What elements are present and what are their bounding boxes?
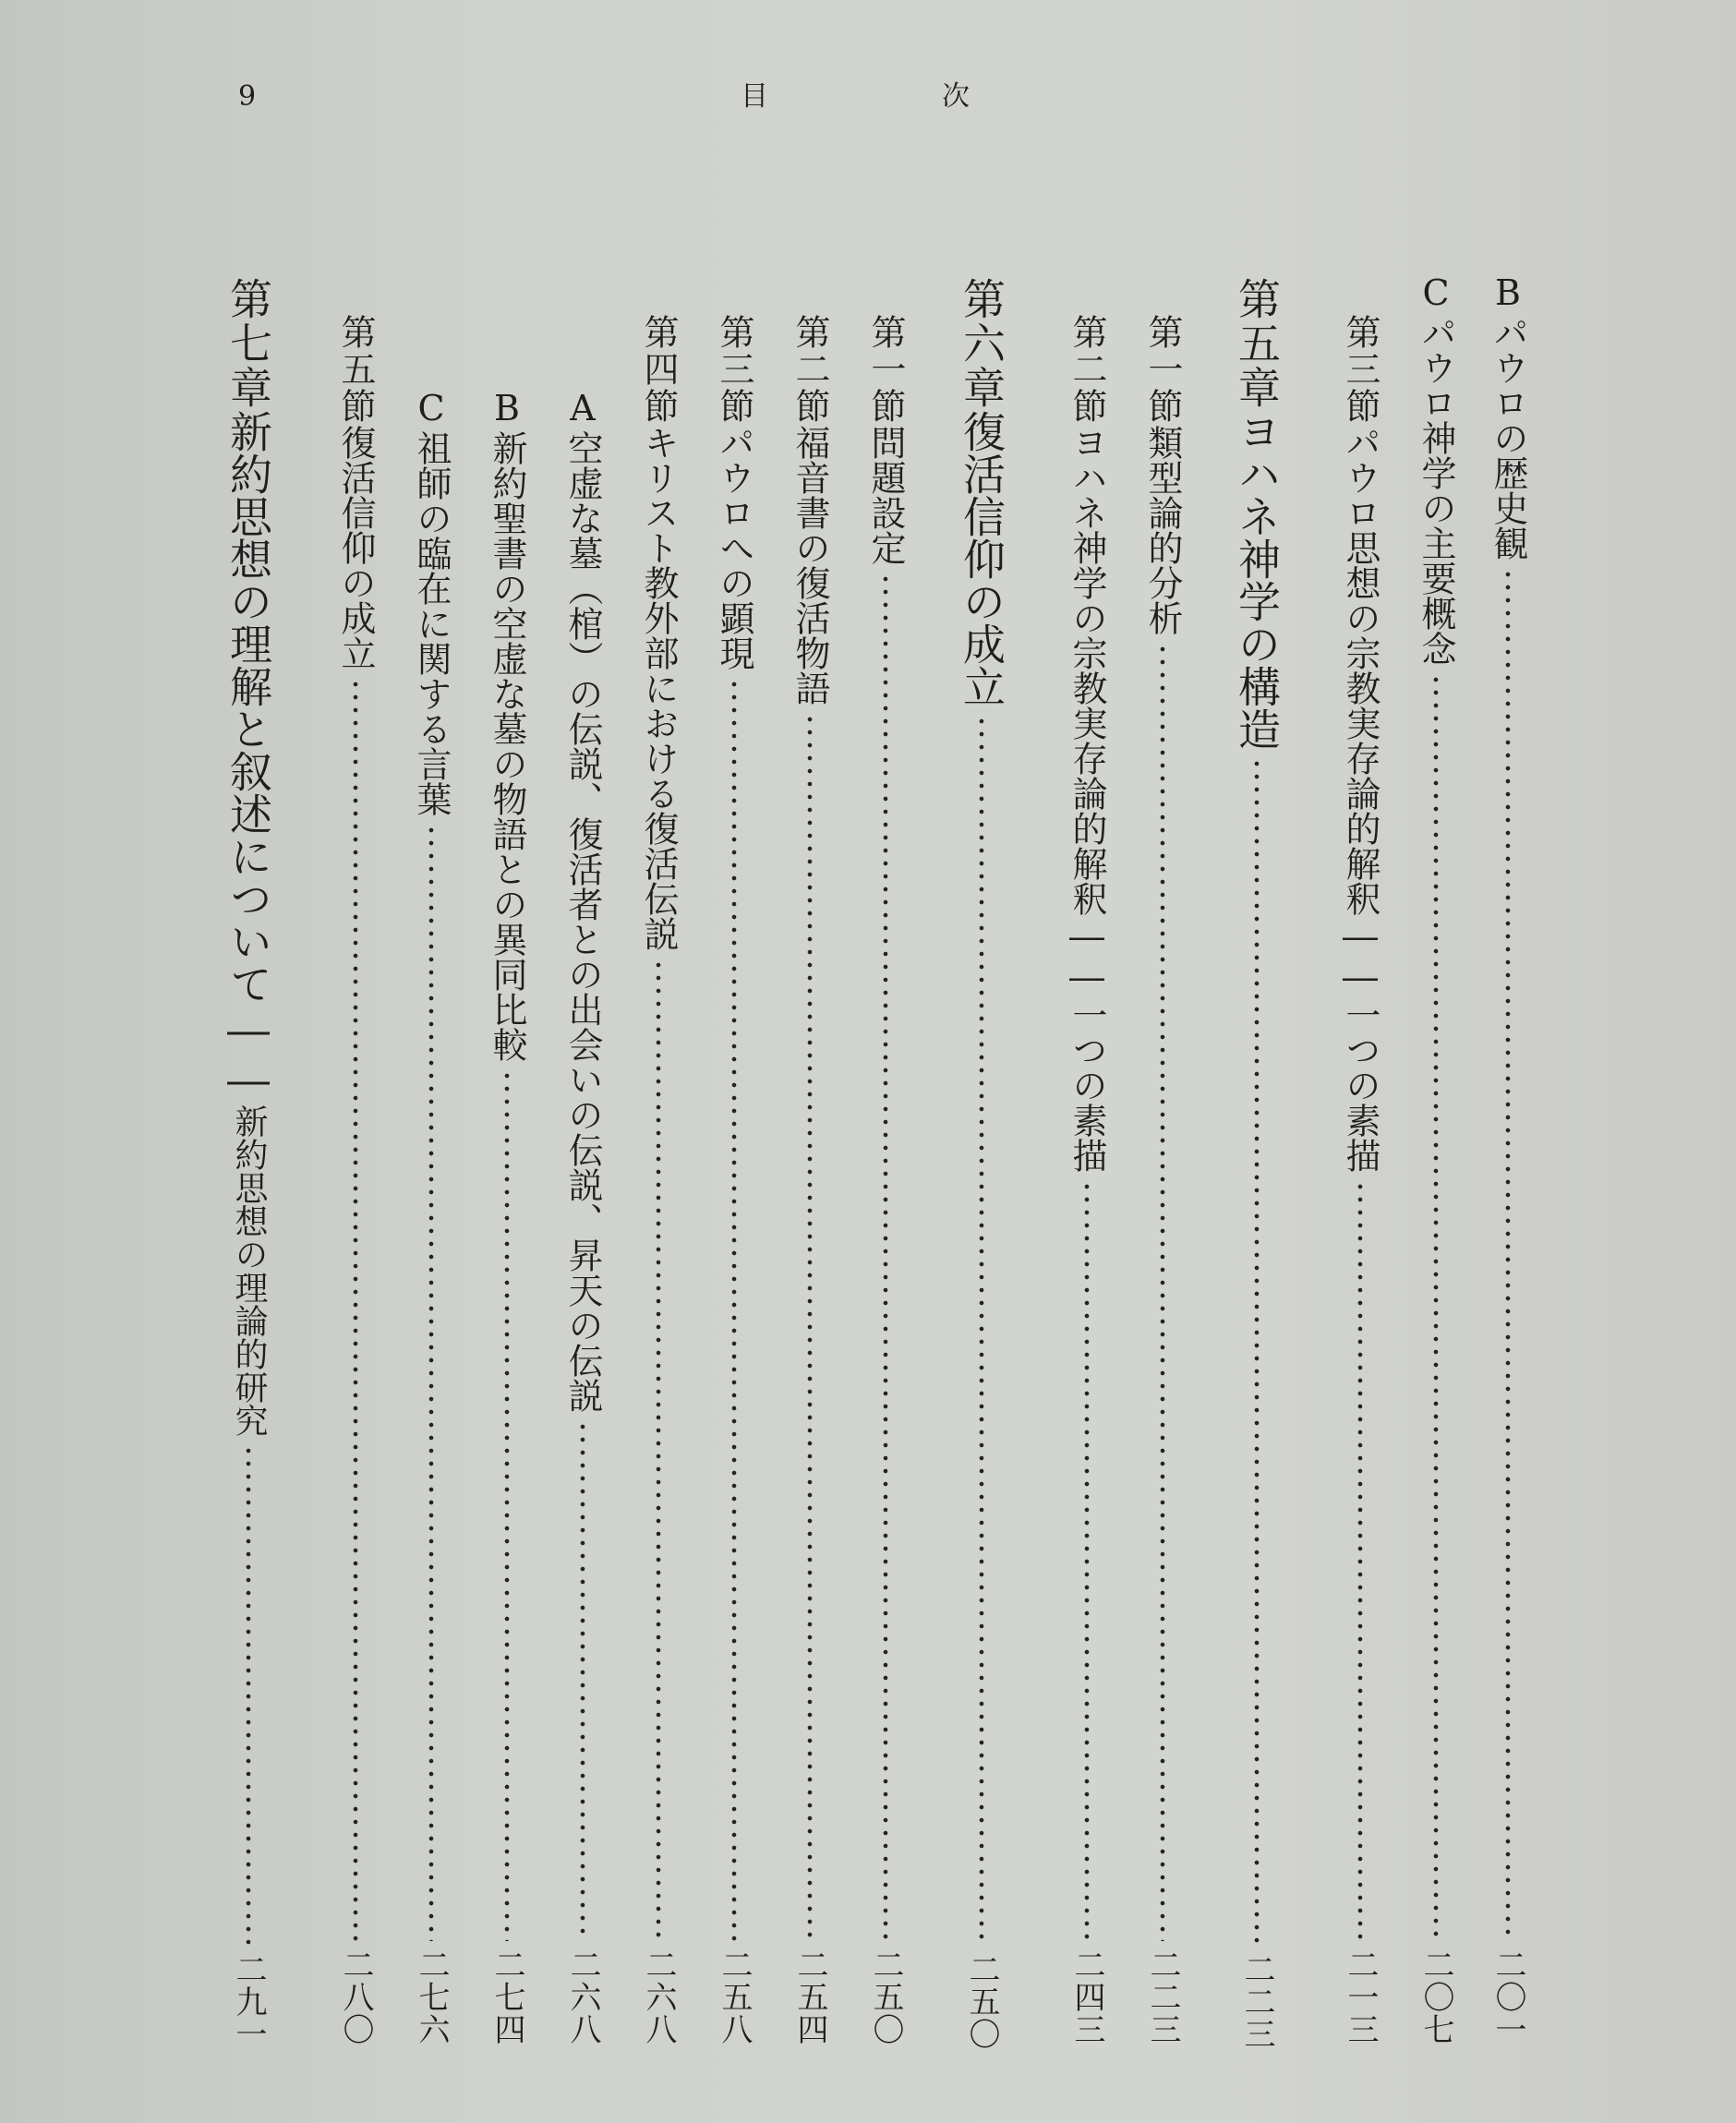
toc-entry (639, 314, 678, 2045)
entry-title: 問題設定 (865, 425, 906, 565)
entry-page: 二五〇 (963, 1953, 1000, 2050)
leader-dots (1067, 1180, 1106, 1941)
entry-page: 二八〇 (337, 1948, 374, 2045)
entry-page: 二五四 (791, 1948, 828, 2045)
entry-title: 空虚な墓（棺）の伝説、復活者との出会いの伝説、昇天の伝説 (562, 430, 603, 1413)
entry-page: 二七四 (488, 1948, 525, 2045)
toc-entry (790, 314, 829, 2045)
entry-page: 二二三 (1144, 1948, 1181, 2045)
running-title-left: 目 (741, 80, 768, 113)
entry-head: 第三節 (714, 314, 754, 425)
entry-head: 第二節 (1067, 314, 1107, 425)
toc-entry (336, 314, 375, 2045)
chapter-head: 第七章 (223, 277, 273, 410)
entry-head: 第一節 (1142, 314, 1183, 425)
leader-dots (790, 713, 829, 1941)
chapter-title: 新約思想の理解と叙述について―― (223, 410, 273, 1104)
entry-page: 二七六 (413, 1948, 450, 2045)
entry-page: 二五八 (716, 1948, 753, 2045)
entry-title: パウロへの顕現 (714, 425, 754, 670)
leader-dots (1236, 757, 1278, 1946)
entry-title: 新約聖書の空虚な墓の物語との異同比較 (487, 430, 527, 1062)
entry-title: 類型論的分析 (1142, 425, 1183, 635)
entry-head: 第五節 (335, 314, 376, 425)
toc-entry (563, 388, 602, 2045)
leader-dots (563, 1420, 602, 1941)
entry-page: 二〇七 (1417, 1948, 1454, 2045)
toc-chapter (1232, 277, 1282, 2050)
leader-dots (715, 678, 753, 1941)
entry-head: C (1416, 272, 1456, 315)
entry-head: 第四節 (638, 314, 679, 425)
entry-title: 福音書の復活物語 (790, 425, 830, 706)
leader-dots (639, 959, 678, 1941)
entry-title: 祖師の臨在に関する言葉 (411, 430, 452, 816)
entry-title: ヨハネ神学の宗教実存論的解釈――一つの素描 (1067, 425, 1107, 1173)
entry-page: 二四三 (1068, 1948, 1105, 2045)
running-title-right: 次 (942, 80, 970, 113)
leader-dots (960, 715, 1003, 1946)
chapter-title: ヨハネ神学の構造 (1232, 410, 1282, 750)
toc-chapter (223, 277, 273, 2050)
entry-title: パウロ思想の宗教実存論的解釈――一つの素描 (1340, 425, 1380, 1173)
entry-head: B (487, 388, 527, 430)
entry-head: B (1488, 272, 1528, 315)
leader-dots (227, 1444, 270, 1946)
leader-dots (866, 573, 905, 1941)
entry-page: 二五〇 (867, 1948, 904, 2045)
leader-dots (336, 678, 375, 1941)
leader-dots (1341, 1180, 1380, 1941)
entry-head: 第一節 (865, 314, 906, 425)
toc-chapter (957, 277, 1007, 2050)
entry-title: パウロの歴史観 (1488, 315, 1528, 561)
toc-entry (1417, 272, 1455, 2045)
toc-entry (1341, 314, 1380, 2045)
chapter-head: 第五章 (1232, 277, 1282, 410)
page-number: 9 (238, 80, 257, 113)
entry-page: 二〇一 (1489, 1948, 1526, 2045)
leader-dots (488, 1069, 526, 1941)
entry-title: キリスト教外部における復活伝説 (638, 425, 679, 951)
toc-entry (1067, 314, 1106, 2045)
leader-dots (1489, 568, 1527, 1941)
entry-title: パウロ神学の主要概念 (1416, 315, 1456, 666)
toc-entry (412, 388, 451, 2045)
entry-page: 二六八 (564, 1948, 601, 2045)
chapter-title: 復活信仰の成立 (957, 410, 1007, 707)
entry-page: 二九一 (230, 1953, 267, 2050)
entry-head: 第三節 (1340, 314, 1380, 425)
leader-dots (1143, 643, 1182, 1941)
toc-entry (1489, 272, 1527, 2045)
toc-entry (866, 314, 905, 2045)
entry-head: A (562, 388, 603, 430)
entry-head: 第二節 (790, 314, 830, 425)
entry-page: 二六八 (640, 1948, 677, 2045)
toc-entry (715, 314, 753, 2045)
leader-dots (412, 824, 451, 1941)
toc-entry (488, 388, 526, 2045)
entry-page: 二二三 (1238, 1953, 1275, 2050)
chapter-subtitle: 新約思想の理論的研究 (230, 1104, 268, 1437)
entry-title: 復活信仰の成立 (335, 425, 376, 670)
leader-dots (1417, 673, 1455, 1941)
toc-entry (1143, 314, 1182, 2045)
entry-head: C (411, 388, 452, 430)
entry-page: 二一三 (1342, 1948, 1379, 2045)
chapter-head: 第六章 (957, 277, 1007, 410)
